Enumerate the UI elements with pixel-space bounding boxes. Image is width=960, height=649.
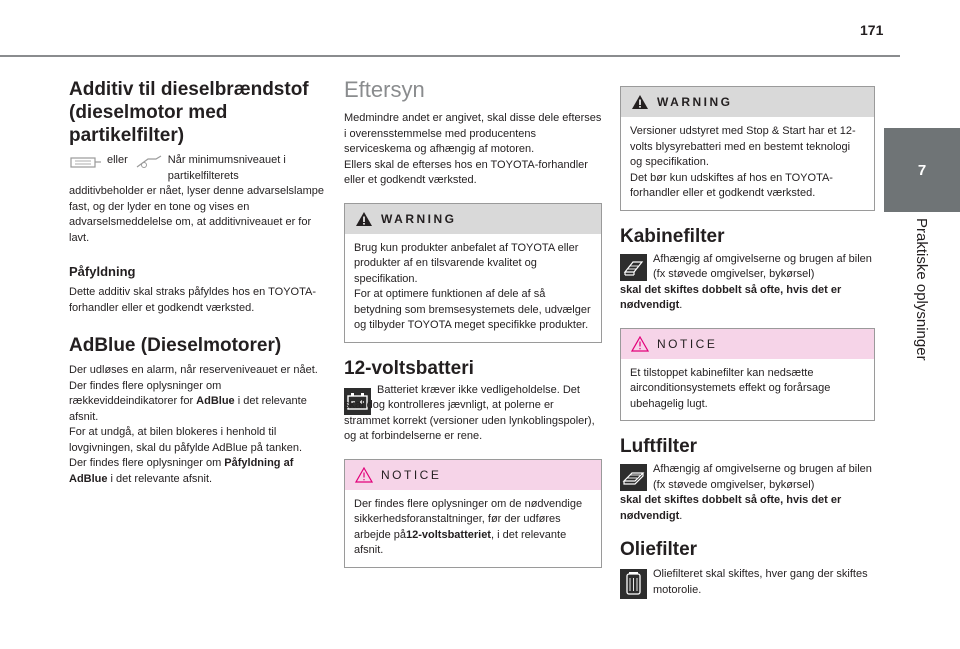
- service-text-1: Medmindre andet er angivet, skal disse dele efterses i overensstemmelse med producentens serviceskema og afhængig af motoren.: [344, 112, 602, 155]
- chapter-title: Praktiske oplysninger: [913, 218, 930, 361]
- warning-paragraph-2: For at optimere funktionen af dele af så betydning som bremsesystemets dele, udvælger og tilbyder TOYOTA meget specifikke produkter.: [354, 288, 591, 331]
- notice-header-2: [621, 329, 874, 359]
- oil-filter-icon: [620, 569, 647, 599]
- battery-heading: 12-voltsbatteri: [344, 357, 474, 379]
- air-filter-heading: Luftfilter: [620, 436, 698, 457]
- additive-level-icon: [134, 153, 164, 171]
- adblue-paragraph-1: Der udløses en alarm, når reserveniveauet er nået.: [69, 364, 318, 376]
- adblue-heading: AdBlue (Dieselmotorer): [69, 335, 282, 356]
- oil-filter-row: [620, 567, 875, 599]
- battery-text: Batteriet kræver ikke vedligeholdelse. Det skal dog kontrolleres jævnligt, at polerne er strammet korrekt (versioner uden lynkoblingspoler), og at forbindelserne er rene.: [344, 383, 595, 442]
- notice-triangle-icon: [355, 467, 373, 483]
- warning-2-paragraph-1: Versioner udstyret med Stop & Start har et 12-volts blysyrebatteri med en bestemt teknologi og specifikation.: [630, 125, 856, 168]
- warning-header-2: [621, 87, 874, 117]
- top-rule: [0, 55, 900, 57]
- column-1: [69, 78, 329, 487]
- cabin-filter-note: skal det skiftes dobbelt så ofte, hvis det er nødvendigt.: [620, 283, 842, 311]
- column-3: [620, 86, 875, 599]
- notice-2-text: Et tilstoppet kabinefilter kan nedsætte airconditionsystemets effekt og forårsage ubehagelig lugt.: [630, 366, 831, 410]
- warning-paragraph-1: Brug kun produkter anbefalet af TOYOTA eller produkter af en tilsvarende kvalitet og specifikation.: [354, 241, 579, 285]
- oil-filter-text: Oliefilteret skal skiftes, hver gang der skiftes motorolie.: [653, 568, 868, 596]
- notice-box-2: [620, 328, 875, 422]
- additive-intro-text: Når minimumsniveauet i partikelfilterets: [167, 154, 286, 182]
- notice-body: [345, 490, 601, 567]
- adblue-paragraph-3: For at undgå, at bilen blokeres i henhold til lovgivningen, skal du påfylde AdBlue på tanken.: [69, 426, 302, 454]
- cabin-filter-row: [620, 252, 875, 283]
- additive-heading: Additiv til dieselbrændstof (dieselmotor med partikelfilter): [69, 79, 309, 146]
- warning-title: WARNING: [381, 211, 457, 226]
- warning-body: [345, 234, 601, 342]
- additive-intro: [69, 153, 329, 184]
- cabin-filter-icon: [620, 254, 647, 281]
- notice-triangle-icon: [631, 336, 649, 352]
- air-filter-icon: [620, 464, 647, 491]
- warning-2-paragraph-2: Det bør kun udskiftes af hos en TOYOTA-forhandler eller et godkendt værksted.: [630, 171, 833, 199]
- air-filter-row: [620, 462, 875, 493]
- adblue-paragraph-4: Der findes flere oplysninger om Påfyldning af AdBlue i det relevante afsnit.: [69, 457, 294, 485]
- warning-triangle-icon: [631, 94, 649, 110]
- notice-header: [345, 460, 601, 490]
- oil-filter-heading: Oliefilter: [620, 539, 698, 560]
- service-heading: Eftersyn: [344, 77, 425, 102]
- warning-box-2: [620, 86, 875, 211]
- filling-heading: Påfyldning: [69, 264, 136, 279]
- cabin-filter-text: Afhængig af omgivelserne og brugen af bilen (fx støvede omgivelser, bykørsel): [653, 252, 872, 280]
- warning-triangle-icon: [355, 211, 373, 227]
- service-text-2: Ellers skal de efterses hos en TOYOTA-forhandler eller et godkendt værksted.: [344, 158, 588, 186]
- warning-title-2: WARNING: [657, 95, 733, 109]
- notice-title-2: NOTICE: [657, 336, 718, 351]
- fuel-additive-lamp-icon: [69, 153, 103, 171]
- air-filter-note: skal det skiftes dobbelt så ofte, hvis det er nødvendigt.: [620, 494, 842, 522]
- warning-header: [345, 204, 601, 234]
- notice-body-2: [621, 359, 874, 421]
- notice-title: NOTICE: [381, 467, 442, 482]
- page-number: 171: [860, 22, 884, 38]
- warning-body-2: [621, 117, 874, 210]
- cabin-filter-heading: Kabinefilter: [620, 225, 725, 247]
- chapter-tab[interactable]: 7: [884, 128, 960, 212]
- air-filter-text: Afhængig af omgivelserne og brugen af bilen (fx støvede omgivelser, bykørsel): [653, 463, 872, 491]
- filling-text: Dette additiv skal straks påfyldes hos en TOYOTA-forhandler eller et godkendt værksted.: [69, 286, 316, 314]
- column-2: [344, 78, 602, 568]
- warning-box: [344, 203, 602, 343]
- notice-box: [344, 459, 602, 568]
- notice-text: Der findes flere oplysninger om de nødvendige sikkerhedsforanstaltninger, før der udføres arbejde på12-voltsbatteriet, i det relevante afsnit.: [354, 497, 583, 556]
- additive-text: additivbeholder er nået, lyser denne advarselslampe fast, og der lyder en tone og vises en advarselsmeddelelse om, at additivniveauet er for lavt.: [69, 185, 324, 244]
- additive-or: eller: [107, 154, 128, 166]
- adblue-paragraph-2: Der findes flere oplysninger om rækkeviddeindikatorer for AdBlue i det relevante afsnit.: [69, 379, 307, 423]
